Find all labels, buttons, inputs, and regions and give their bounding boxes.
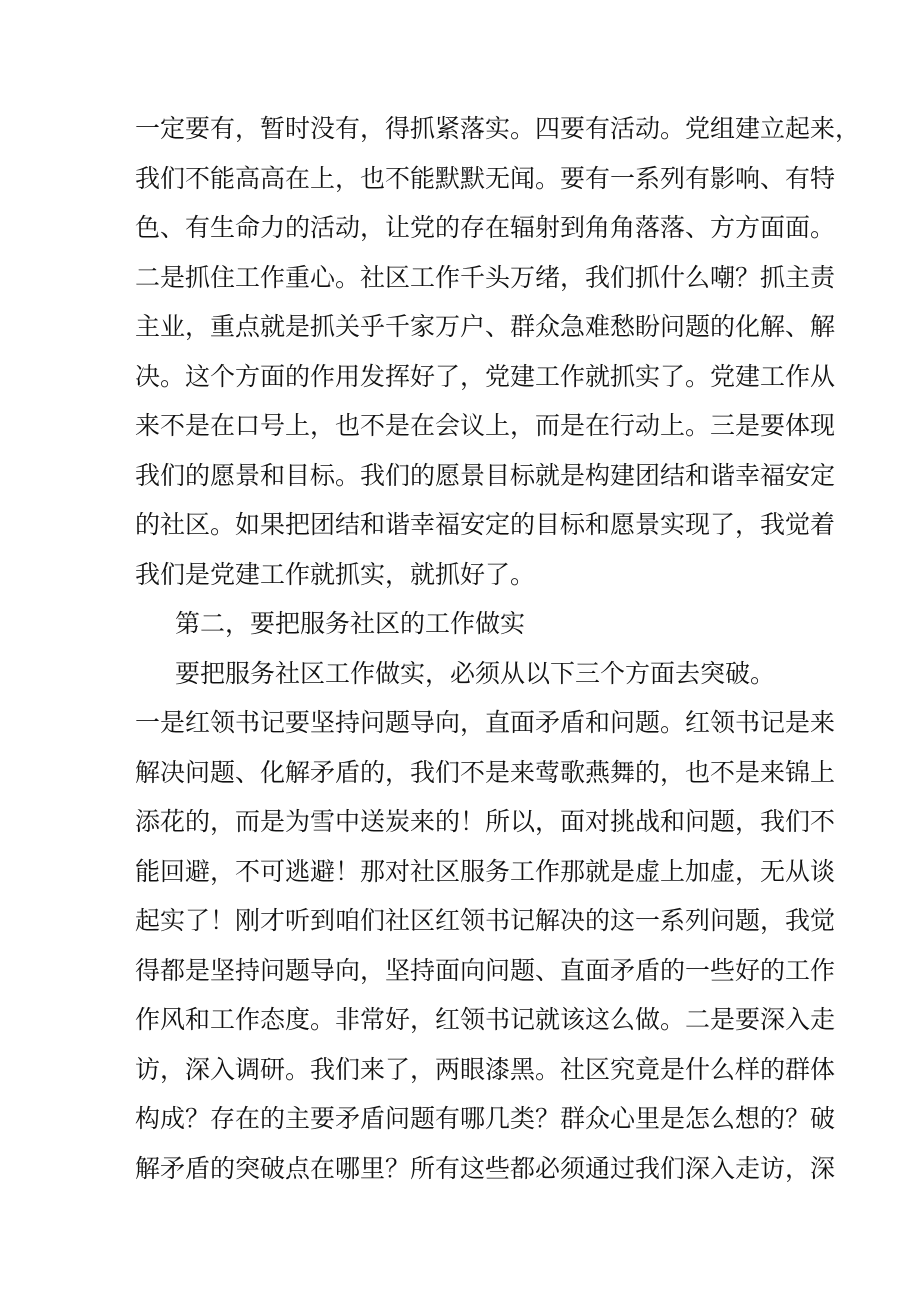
section-heading: 第二，要把服务社区的工作做实 [175,609,526,638]
text-line: 能回避，不可逃避！那对社区服务工作那就是虚上加虚，无从谈 [135,857,836,886]
text-line: 我们的愿景和目标。我们的愿景目标就是构建团结和谐幸福安定 [135,461,836,490]
text-line: 的社区。如果把团结和谐幸福安定的目标和愿景实现了，我觉着 [135,510,836,539]
text-line: 起实了！刚才听到咱们社区红领书记解决的这一系列问题，我觉 [135,906,836,935]
text-line: 解矛盾的突破点在哪里？所有这些都必须通过我们深入走访，深 [135,1154,836,1183]
text-line: 二是抓住工作重心。社区工作千头万绪，我们抓什么嘲？抓主责 [135,263,836,292]
text-line: 添花的，而是为雪中送炭来的！所以，面对挑战和问题，我们不 [135,807,836,836]
text-line: 构成？存在的主要矛盾问题有哪几类？群众心里是怎么想的？破 [135,1104,836,1133]
text-line: 决。这个方面的作用发挥好了，党建工作就抓实了。党建工作从 [135,362,836,391]
text-line: 访，深入调研。我们来了，两眼漆黑。社区究竟是什么样的群体 [135,1055,836,1084]
text-line: 解决问题、化解矛盾的，我们不是来莺歌燕舞的，也不是来锦上 [135,758,836,787]
text-line: 色、有生命力的活动，让党的存在辐射到角角落落、方方面面。 [135,213,836,242]
text-line: 我们是党建工作就抓实，就抓好了。 [135,560,536,589]
text-line: 主业，重点就是抓关乎千家万户、群众急难愁盼问题的化解、解 [135,312,836,341]
text-line: 要把服务社区工作做实，必须从以下三个方面去突破。 [175,659,776,688]
text-line: 来不是在口号上，也不是在会议上，而是在行动上。三是要体现 [135,411,836,440]
text-line: 一是红领书记要坚持问题导向，直面矛盾和问题。红领书记是来 [135,708,836,737]
text-line: 一定要有，暂时没有，得抓紧落实。四要有活动。党组建立起来， [135,114,861,143]
text-line: 得都是坚持问题导向，坚持面向问题、直面矛盾的一些好的工作 [135,956,836,985]
text-line: 作风和工作态度。非常好，红领书记就该这么做。二是要深入走 [135,1005,836,1034]
text-line: 我们不能高高在上，也不能默默无闻。要有一系列有影响、有特 [135,164,836,193]
